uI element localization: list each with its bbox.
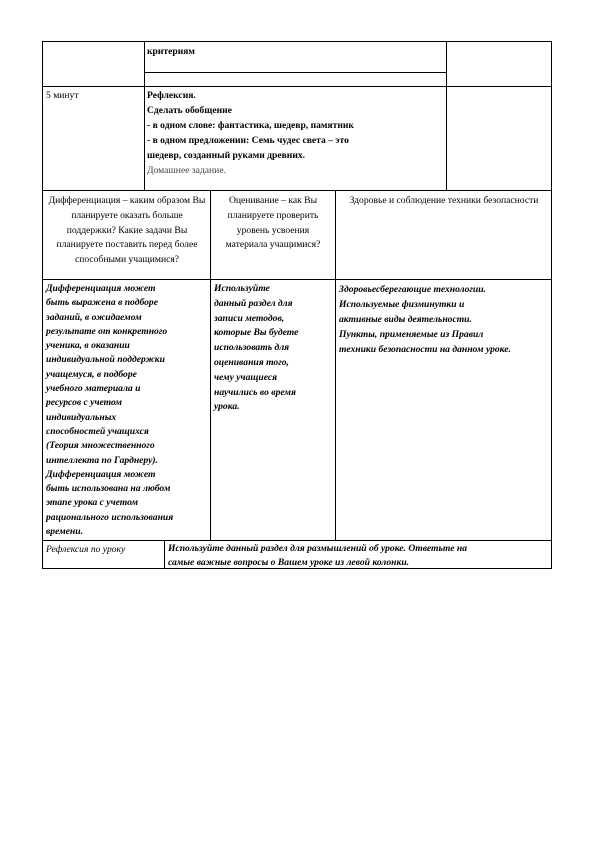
- table-border-top: [42, 41, 552, 42]
- differentiation-line: индивидуальной поддержки: [46, 354, 165, 366]
- reflection-cell: [147, 88, 445, 178]
- assessment-line: которые Вы будете: [214, 327, 299, 339]
- reflection-line: - в одном предложении: Семь чудес света – это: [147, 135, 349, 146]
- reflection-footer-text-cell: [168, 542, 548, 569]
- column-divider: [164, 540, 165, 569]
- table-row-divider: [42, 279, 552, 280]
- differentiation-line: времени.: [46, 526, 83, 538]
- reflection-footer-label-cell: [46, 542, 162, 557]
- reflection-title: Рефлексия.: [147, 90, 196, 101]
- differentiation-header-text: Дифференциация – каким образом Вы планируете оказать больше поддержки? Какие задачи Вы планируете поставить перед более способными учащимися?: [48, 195, 206, 266]
- differentiation-line: ресурсов с учетом: [46, 397, 122, 409]
- differentiation-line: учебного материала и: [46, 383, 141, 395]
- differentiation-line: Дифференциация может: [46, 283, 156, 294]
- reflection-line: - в одном слове: фантастика, шедевр, памятник: [147, 120, 354, 131]
- differentiation-line: (Теория множественного: [46, 440, 155, 452]
- time-cell: [46, 88, 142, 103]
- differentiation-line: заданий, в ожидаемом: [46, 311, 142, 323]
- health-line: Используемые физминутки и: [339, 299, 465, 310]
- criteria-cell: [147, 44, 443, 59]
- time-label: 5 минут: [46, 90, 79, 101]
- column-divider: [335, 190, 336, 541]
- assessment-line: данный раздел для: [214, 297, 293, 309]
- column-divider: [446, 41, 447, 191]
- inner-cell-divider: [144, 72, 447, 73]
- assessment-line: оценивания того,: [214, 356, 289, 368]
- assessment-line: записи методов,: [214, 312, 285, 324]
- table-row-divider: [42, 190, 552, 191]
- differentiation-line: результате от конкретного: [46, 325, 168, 337]
- assessment-line: использовать для: [214, 342, 290, 354]
- differentiation-header: [48, 194, 206, 268]
- health-body: [339, 282, 549, 357]
- table-border-left: [42, 41, 43, 569]
- assessment-line: урока.: [214, 401, 240, 413]
- column-divider: [210, 190, 211, 541]
- assessment-line: Используйте: [214, 283, 270, 294]
- assessment-header-text: Оценивание – как Вы планируете проверить уровень усвоения материала учащимися?: [225, 195, 321, 251]
- assessment-body: [214, 282, 332, 415]
- table-row-divider: [42, 86, 552, 87]
- assessment-line: научились во время: [214, 386, 296, 398]
- health-line: Пункты, применяемые из Правил: [339, 329, 484, 340]
- column-divider: [144, 41, 145, 191]
- differentiation-line: быть использована на любом: [46, 483, 171, 495]
- differentiation-line: ученика, в оказании: [46, 340, 130, 352]
- differentiation-line: способностей учащихся: [46, 425, 149, 437]
- criteria-label: критериям: [147, 46, 195, 57]
- differentiation-line: индивидуальных: [46, 411, 117, 423]
- differentiation-line: интеллекта по Гарднеру).: [46, 454, 158, 466]
- assessment-header: [216, 194, 330, 253]
- assessment-line: чему учащиеся: [214, 371, 278, 383]
- reflection-line: Сделать обобщение: [147, 105, 232, 116]
- reflection-footer-line: самые важные вопросы о Вашем уроке из левой колонки.: [168, 556, 410, 568]
- reflection-footer-label: Рефлексия по уроку: [46, 544, 126, 555]
- homework-label: Домашнее задание.: [147, 165, 226, 176]
- health-header-text: Здоровье и соблюдение техники безопасности: [349, 195, 539, 206]
- table-border-right: [551, 41, 552, 569]
- differentiation-line: этапе урока с учетом: [46, 497, 139, 509]
- differentiation-line: учащемуся, в подборе: [46, 368, 137, 380]
- reflection-line: шедевр, созданный руками древних.: [147, 150, 306, 161]
- health-header: [342, 194, 546, 209]
- differentiation-line: быть выражена в подборе: [46, 297, 158, 309]
- differentiation-body: [46, 282, 208, 539]
- health-line: активные виды деятельности.: [339, 314, 472, 325]
- differentiation-line: рационального использования: [46, 511, 174, 523]
- table-row-divider: [42, 540, 552, 541]
- health-line: Здоровьесберегающие технологии.: [339, 284, 486, 295]
- reflection-footer-line: Используйте данный раздел для размышлений об уроке. Ответьте на: [168, 543, 468, 554]
- health-line: техники безопасности на данном уроке.: [339, 344, 511, 355]
- differentiation-line: Дифференциация может: [46, 468, 156, 480]
